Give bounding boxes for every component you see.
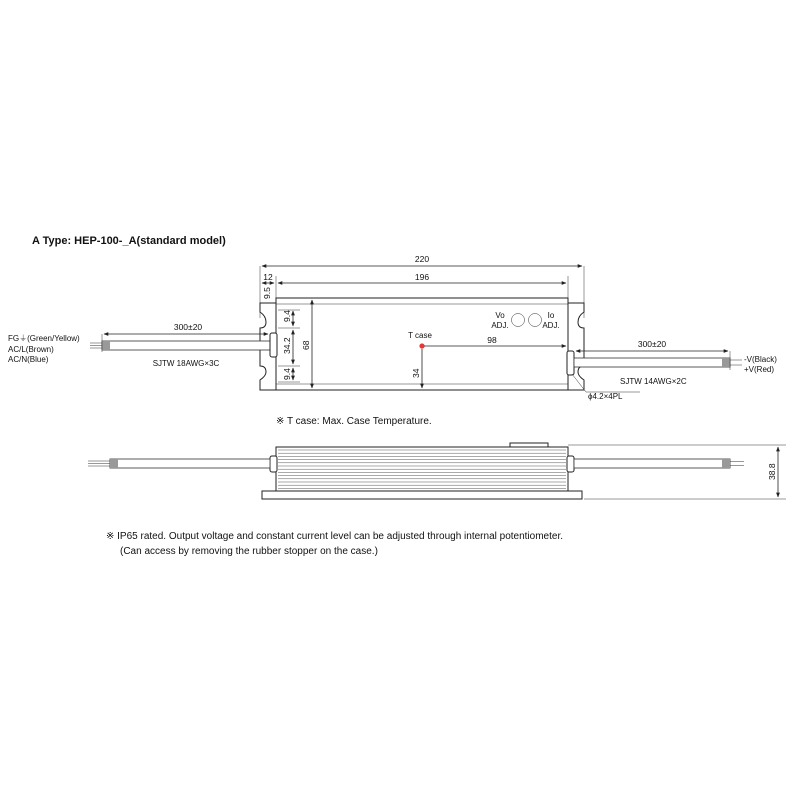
- dim-tcase-horizontal: 98: [487, 335, 497, 345]
- dim-small-gap: 9.4: [282, 310, 292, 322]
- input-cable: [102, 341, 270, 350]
- v-neg-label: -V(Black): [744, 355, 777, 364]
- tcase-dot: [419, 343, 424, 348]
- vo-label: Vo: [495, 311, 505, 320]
- dim-wire-length-right: 300±20: [637, 339, 667, 349]
- acn-label: AC/N(Blue): [8, 355, 49, 364]
- side-view: [88, 443, 786, 499]
- ip65-note-line1: ※ IP65 rated. Output voltage and constant current level can be adjusted through internal potentiometer.: [106, 531, 564, 542]
- dim-hole-offset-bottom: 9.4: [282, 368, 292, 380]
- mount-hole-label: ϕ4.2×4PL: [588, 392, 623, 401]
- dim-overall-length: 220: [414, 254, 430, 264]
- dim-height: 68: [301, 340, 311, 350]
- dim-hole-offset-top: 9.5: [262, 287, 272, 299]
- rubber-stopper: [510, 443, 548, 447]
- cable-right-label: SJTW 14AWG×2C: [620, 377, 687, 386]
- ip65-note-line2: (Can access by removing the rubber stopper on the case.): [120, 546, 378, 557]
- dim-hole-spacing: 34.2: [282, 337, 292, 354]
- dim-wire-length-left: 300±20: [173, 322, 203, 332]
- fg-label: FG⏚(Green/Yellow): [8, 334, 80, 343]
- tcase-label: T case: [408, 331, 432, 340]
- acl-label: AC/L(Brown): [8, 345, 54, 354]
- dim-body-length: 196: [414, 272, 430, 282]
- io-label: Io: [547, 311, 555, 320]
- dim-thickness: 38.8: [767, 463, 777, 480]
- model-title: A Type: HEP-100-_A(standard model): [32, 235, 226, 247]
- dim-flange-offset: 12: [263, 272, 273, 282]
- cable-left-label: SJTW 18AWG×3C: [152, 359, 220, 368]
- io-adj-label: ADJ.: [542, 321, 560, 330]
- dim-tcase-vertical: 34: [411, 368, 421, 378]
- v-pos-label: +V(Red): [744, 365, 775, 374]
- tcase-note: ※ T case: Max. Case Temperature.: [276, 416, 432, 427]
- top-view: [8, 254, 777, 401]
- vo-adj-label: ADJ.: [491, 321, 509, 330]
- output-cable: [574, 358, 730, 367]
